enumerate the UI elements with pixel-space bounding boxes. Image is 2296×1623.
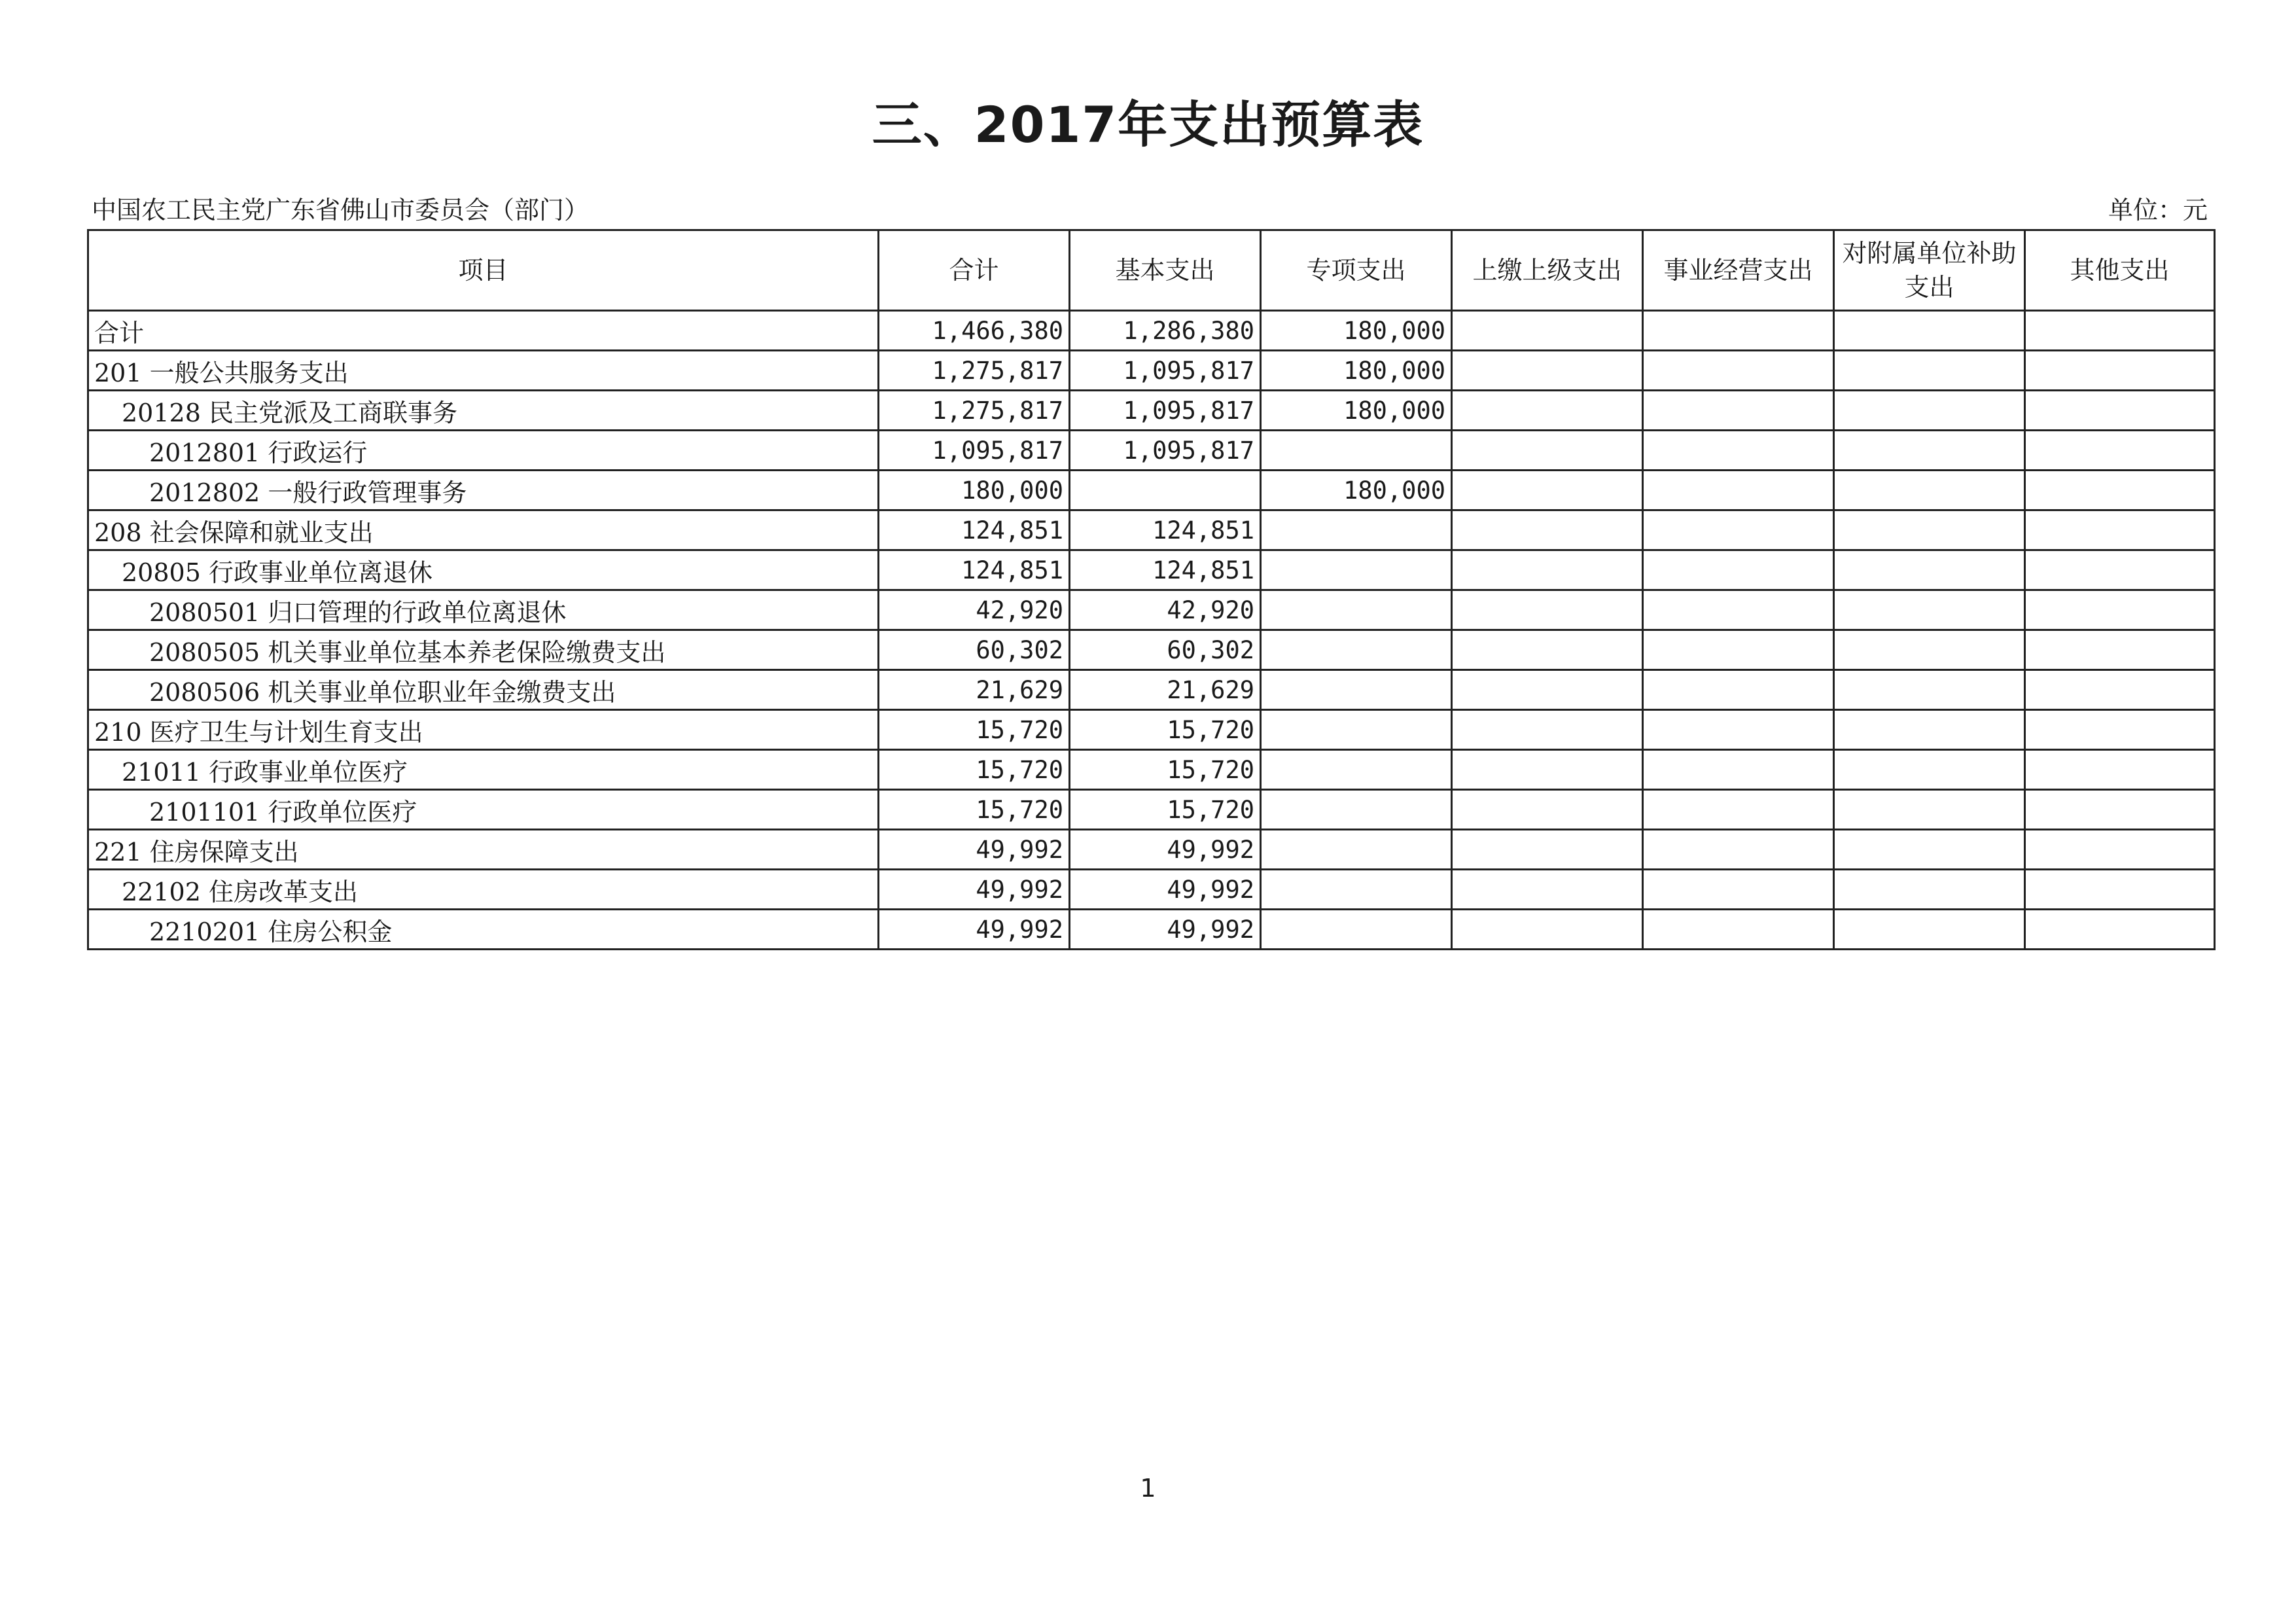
cell-upper xyxy=(1452,510,1643,550)
cell-other xyxy=(2025,590,2215,630)
cell-other xyxy=(2025,431,2215,471)
table-row xyxy=(88,391,2215,431)
table-row xyxy=(88,351,2215,391)
cell-item: 20805 行政事业单位离退休 xyxy=(88,550,879,590)
cell-upper xyxy=(1452,870,1643,910)
cell-basic: 49,992 xyxy=(1070,830,1261,870)
cell-special xyxy=(1261,710,1452,750)
cell-item: 201 一般公共服务支出 xyxy=(88,351,879,391)
cell-item: 21011 行政事业单位医疗 xyxy=(88,750,879,790)
cell-total: 60,302 xyxy=(879,630,1070,670)
cell-total: 21,629 xyxy=(879,670,1070,710)
cell-other xyxy=(2025,750,2215,790)
cell-special xyxy=(1261,830,1452,870)
page-number: 1 xyxy=(1140,1474,1156,1503)
cell-basic: 49,992 xyxy=(1070,870,1261,910)
cell-other xyxy=(2025,630,2215,670)
table-row xyxy=(88,750,2215,790)
cell-subsidy xyxy=(1834,910,2025,950)
cell-business xyxy=(1643,550,1834,590)
cell-item: 2080506 机关事业单位职业年金缴费支出 xyxy=(88,670,879,710)
cell-basic: 21,629 xyxy=(1070,670,1261,710)
cell-upper xyxy=(1452,311,1643,351)
cell-item: 合计 xyxy=(88,311,879,351)
cell-total: 124,851 xyxy=(879,550,1070,590)
cell-special xyxy=(1261,431,1452,471)
cell-special xyxy=(1261,790,1452,830)
cell-basic: 15,720 xyxy=(1070,710,1261,750)
cell-upper xyxy=(1452,830,1643,870)
cell-special xyxy=(1261,910,1452,950)
cell-item: 208 社会保障和就业支出 xyxy=(88,510,879,550)
cell-other xyxy=(2025,471,2215,510)
cell-item: 2101101 行政单位医疗 xyxy=(88,790,879,830)
table-row xyxy=(88,311,2215,351)
cell-upper xyxy=(1452,790,1643,830)
cell-subsidy xyxy=(1834,351,2025,391)
cell-special xyxy=(1261,750,1452,790)
cell-other xyxy=(2025,870,2215,910)
organization-name: 中国农工民主党广东省佛山市委员会（部门） xyxy=(92,196,590,224)
cell-basic: 124,851 xyxy=(1070,510,1261,550)
cell-basic: 1,286,380 xyxy=(1070,311,1261,351)
cell-special xyxy=(1261,550,1452,590)
cell-other xyxy=(2025,790,2215,830)
table-row xyxy=(88,830,2215,870)
cell-upper xyxy=(1452,670,1643,710)
cell-other xyxy=(2025,670,2215,710)
cell-other xyxy=(2025,710,2215,750)
cell-total: 42,920 xyxy=(879,590,1070,630)
cell-upper xyxy=(1452,391,1643,431)
cell-item: 2080501 归口管理的行政单位离退休 xyxy=(88,590,879,630)
cell-basic: 42,920 xyxy=(1070,590,1261,630)
cell-subsidy xyxy=(1834,750,2025,790)
cell-subsidy xyxy=(1834,830,2025,870)
cell-subsidy xyxy=(1834,870,2025,910)
table-row xyxy=(88,910,2215,950)
cell-subsidy xyxy=(1834,311,2025,351)
cell-subsidy xyxy=(1834,710,2025,750)
cell-business xyxy=(1643,750,1834,790)
table-row xyxy=(88,590,2215,630)
cell-basic: 49,992 xyxy=(1070,910,1261,950)
cell-special xyxy=(1261,510,1452,550)
cell-total: 1,275,817 xyxy=(879,391,1070,431)
cell-total: 1,466,380 xyxy=(879,311,1070,351)
cell-total: 49,992 xyxy=(879,910,1070,950)
cell-business xyxy=(1643,431,1834,471)
cell-business xyxy=(1643,590,1834,630)
cell-subsidy xyxy=(1834,590,2025,630)
page-title: 三、2017年支出预算表 xyxy=(872,96,1424,154)
cell-basic: 1,095,817 xyxy=(1070,431,1261,471)
cell-special: 180,000 xyxy=(1261,351,1452,391)
cell-basic: 1,095,817 xyxy=(1070,391,1261,431)
cell-item: 210 医疗卫生与计划生育支出 xyxy=(88,710,879,750)
cell-total: 15,720 xyxy=(879,710,1070,750)
cell-business xyxy=(1643,710,1834,750)
table-row xyxy=(88,471,2215,510)
table-row xyxy=(88,431,2215,471)
cell-other xyxy=(2025,510,2215,550)
cell-total: 1,275,817 xyxy=(879,351,1070,391)
cell-upper xyxy=(1452,630,1643,670)
cell-other xyxy=(2025,830,2215,870)
cell-business xyxy=(1643,471,1834,510)
header-total: 合计 xyxy=(879,230,1070,311)
cell-special: 180,000 xyxy=(1261,391,1452,431)
table-row xyxy=(88,710,2215,750)
expenditure-budget-table xyxy=(87,229,2216,950)
cell-basic: 15,720 xyxy=(1070,790,1261,830)
cell-total: 15,720 xyxy=(879,790,1070,830)
cell-special xyxy=(1261,630,1452,670)
cell-business xyxy=(1643,670,1834,710)
cell-subsidy xyxy=(1834,550,2025,590)
cell-other xyxy=(2025,311,2215,351)
cell-special xyxy=(1261,870,1452,910)
cell-special: 180,000 xyxy=(1261,311,1452,351)
cell-special xyxy=(1261,590,1452,630)
cell-other xyxy=(2025,550,2215,590)
cell-business xyxy=(1643,830,1834,870)
cell-total: 15,720 xyxy=(879,750,1070,790)
cell-upper xyxy=(1452,351,1643,391)
cell-business xyxy=(1643,790,1834,830)
cell-business xyxy=(1643,391,1834,431)
cell-total: 1,095,817 xyxy=(879,431,1070,471)
cell-total: 180,000 xyxy=(879,471,1070,510)
cell-subsidy xyxy=(1834,471,2025,510)
cell-total: 49,992 xyxy=(879,870,1070,910)
cell-special: 180,000 xyxy=(1261,471,1452,510)
header-special: 专项支出 xyxy=(1261,230,1452,311)
table-body xyxy=(88,311,2215,950)
cell-item: 2012802 一般行政管理事务 xyxy=(88,471,879,510)
cell-other xyxy=(2025,391,2215,431)
cell-upper xyxy=(1452,550,1643,590)
cell-business xyxy=(1643,630,1834,670)
cell-total: 49,992 xyxy=(879,830,1070,870)
cell-basic: 124,851 xyxy=(1070,550,1261,590)
cell-subsidy xyxy=(1834,630,2025,670)
header-upper: 上缴上级支出 xyxy=(1452,230,1643,311)
cell-subsidy xyxy=(1834,510,2025,550)
header-basic: 基本支出 xyxy=(1070,230,1261,311)
cell-basic: 60,302 xyxy=(1070,630,1261,670)
unit-label: 单位：元 xyxy=(2108,196,2208,224)
table-row xyxy=(88,670,2215,710)
table-row xyxy=(88,510,2215,550)
cell-other xyxy=(2025,351,2215,391)
cell-basic: 1,095,817 xyxy=(1070,351,1261,391)
cell-basic: 15,720 xyxy=(1070,750,1261,790)
table-row xyxy=(88,550,2215,590)
cell-business xyxy=(1643,311,1834,351)
cell-upper xyxy=(1452,431,1643,471)
cell-subsidy xyxy=(1834,431,2025,471)
cell-upper xyxy=(1452,710,1643,750)
header-item: 项目 xyxy=(88,230,879,311)
cell-other xyxy=(2025,910,2215,950)
cell-business xyxy=(1643,351,1834,391)
cell-business xyxy=(1643,510,1834,550)
table-row xyxy=(88,630,2215,670)
cell-item: 221 住房保障支出 xyxy=(88,830,879,870)
cell-business xyxy=(1643,910,1834,950)
cell-item: 2012801 行政运行 xyxy=(88,431,879,471)
cell-upper xyxy=(1452,590,1643,630)
cell-basic xyxy=(1070,471,1261,510)
cell-subsidy xyxy=(1834,391,2025,431)
cell-item: 2210201 住房公积金 xyxy=(88,910,879,950)
cell-special xyxy=(1261,670,1452,710)
table-row xyxy=(88,790,2215,830)
header-other: 其他支出 xyxy=(2025,230,2215,311)
cell-item: 20128 民主党派及工商联事务 xyxy=(88,391,879,431)
cell-upper xyxy=(1452,910,1643,950)
cell-total: 124,851 xyxy=(879,510,1070,550)
cell-upper xyxy=(1452,750,1643,790)
cell-item: 22102 住房改革支出 xyxy=(88,870,879,910)
cell-subsidy xyxy=(1834,790,2025,830)
cell-item: 2080505 机关事业单位基本养老保险缴费支出 xyxy=(88,630,879,670)
header-business: 事业经营支出 xyxy=(1643,230,1834,311)
table-row xyxy=(88,870,2215,910)
table-header-row xyxy=(88,230,2215,311)
cell-upper xyxy=(1452,471,1643,510)
cell-subsidy xyxy=(1834,670,2025,710)
header-subsidy: 对附属单位补助支出 xyxy=(1834,230,2025,311)
cell-business xyxy=(1643,870,1834,910)
